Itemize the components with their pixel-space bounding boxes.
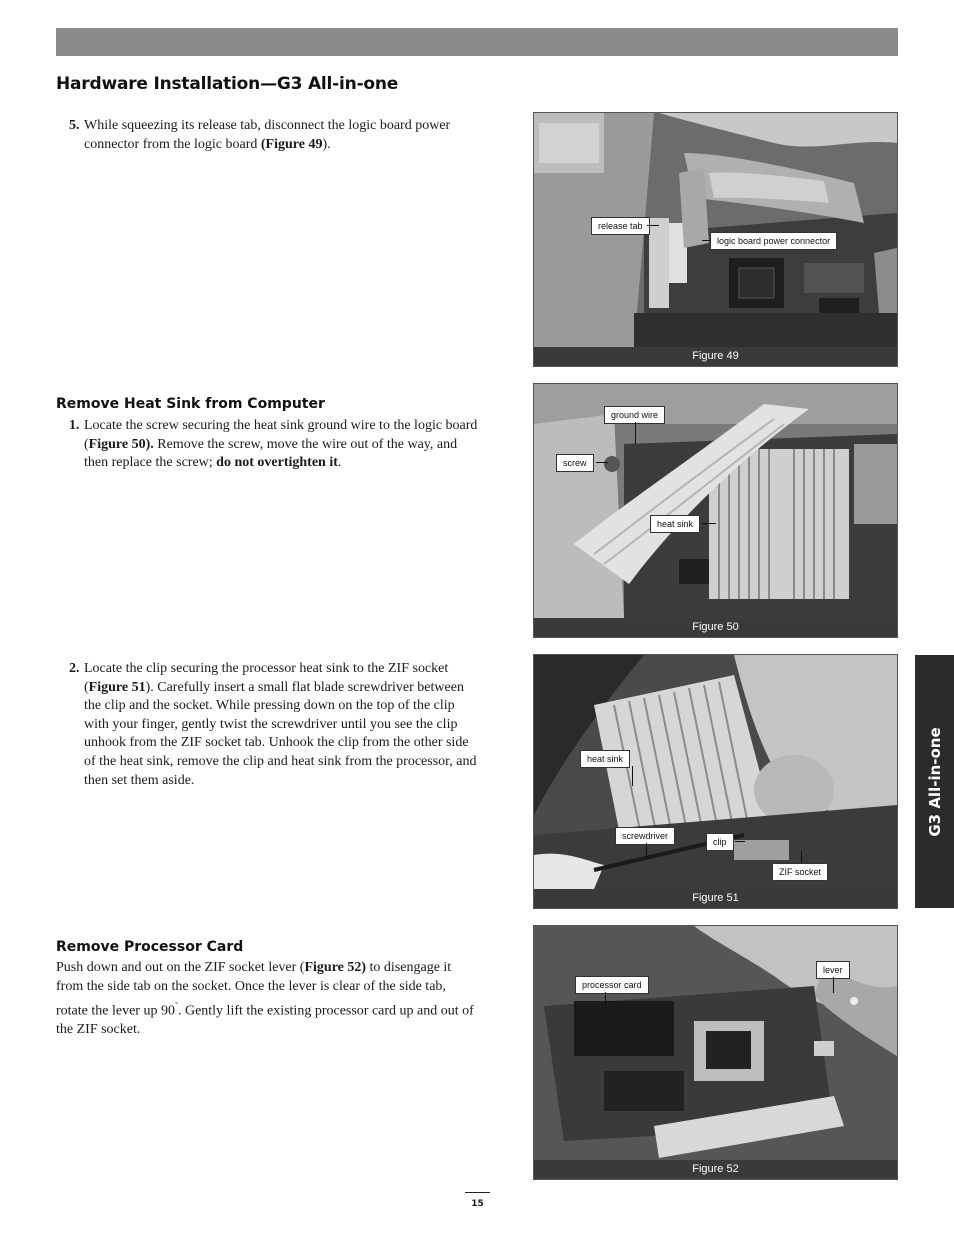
warning-emphasis: do not overtighten it: [216, 455, 338, 471]
step-number: 2.: [69, 661, 80, 676]
page-title: Hardware Installation—G3 All-in-one: [56, 74, 399, 94]
step-number: 1.: [69, 418, 80, 433]
figure-reference: (Figure 49: [260, 136, 323, 152]
callout-leader: [702, 523, 716, 524]
callout-heat-sink: heat sink: [580, 750, 630, 768]
callout-heat-sink: heat sink: [650, 515, 700, 533]
section-heading-remove-processor-card: Remove Processor Card: [56, 939, 244, 955]
processor-card-instructions: Push down and out on the ZIF socket lever (Figure 52) to disengage it from the side tab on the socket. Once the lever is clear of the side tab, rotate the lever up 90˚. Gently lift the existing processor card up and out of the ZIF socket.: [56, 960, 474, 1038]
callout-leader: [646, 843, 647, 857]
callout-leader: [833, 977, 834, 993]
figure-reference: Figure 51: [88, 679, 146, 695]
callout-release-tab: release tab: [591, 217, 650, 235]
figure-caption: Figure 49: [534, 347, 897, 366]
page-number: 15: [471, 1199, 484, 1209]
figure-reference: Figure 52): [304, 960, 367, 975]
callout-lever: lever: [816, 961, 850, 979]
step-number: 5.: [69, 118, 80, 133]
callout-leader: [735, 841, 745, 842]
side-tab: [915, 655, 954, 908]
callout-leader: [647, 225, 659, 226]
header-bar: [56, 28, 898, 56]
callout-ground-wire: ground wire: [604, 406, 665, 424]
callout-screwdriver: screwdriver: [615, 827, 675, 845]
figure-50: [533, 383, 898, 638]
figure-caption: Figure 51: [534, 889, 897, 908]
side-tab-label: G3 All-in-one: [925, 726, 944, 837]
logic-board-power-connector-photo: [534, 113, 897, 347]
section-heading-remove-heat-sink: Remove Heat Sink from Computer: [56, 396, 325, 412]
step-1: [56, 417, 480, 473]
callout-leader: [635, 422, 636, 444]
callout-leader: [801, 851, 802, 863]
heat-sink-clip-photo: [534, 655, 897, 889]
callout-zif-socket: ZIF socket: [772, 863, 828, 881]
heat-sink-ground-wire-photo: [534, 384, 897, 618]
figure-reference: Figure 50).: [88, 436, 154, 452]
step-text: Locate the clip securing the processor heat sink to the ZIF socket (Figure 51). Carefully insert a small flat blade screwdriver between the clip and the socket. While pressing down on the top of the clip with your finger, gently twist the screwdriver until you see the clip unhook from the ZIF socket tab. Unhook the clip from the other side of the heat sink, remove the clip and heat sink from the processor, and then set them aside.: [84, 661, 477, 788]
callout-leader: [605, 992, 606, 1010]
callout-leader: [702, 240, 710, 241]
figure-49: [533, 112, 898, 367]
figure-52: [533, 925, 898, 1180]
degree-symbol: ˚: [174, 1000, 178, 1011]
step-text: While squeezing its release tab, disconnect the logic board power connector from the logic board (Figure 49).: [84, 118, 451, 152]
callout-processor-card: processor card: [575, 976, 649, 994]
step-2: [56, 660, 480, 790]
figure-51: [533, 654, 898, 909]
callout-logic-board-power-connector: logic board power connector: [710, 232, 837, 250]
page-number-rule: [465, 1192, 490, 1193]
callout-screw: screw: [556, 454, 594, 472]
figure-caption: Figure 52: [534, 1160, 897, 1179]
callout-leader: [632, 766, 633, 786]
callout-clip: clip: [706, 833, 734, 851]
step-text: Locate the screw securing the heat sink ground wire to the logic board (Figure 50). Remove the screw, move the wire out of the way, and then replace the screw; do not overtighten it.: [84, 418, 478, 471]
step-5: [56, 117, 480, 154]
callout-leader: [596, 462, 608, 463]
figure-caption: Figure 50: [534, 618, 897, 637]
